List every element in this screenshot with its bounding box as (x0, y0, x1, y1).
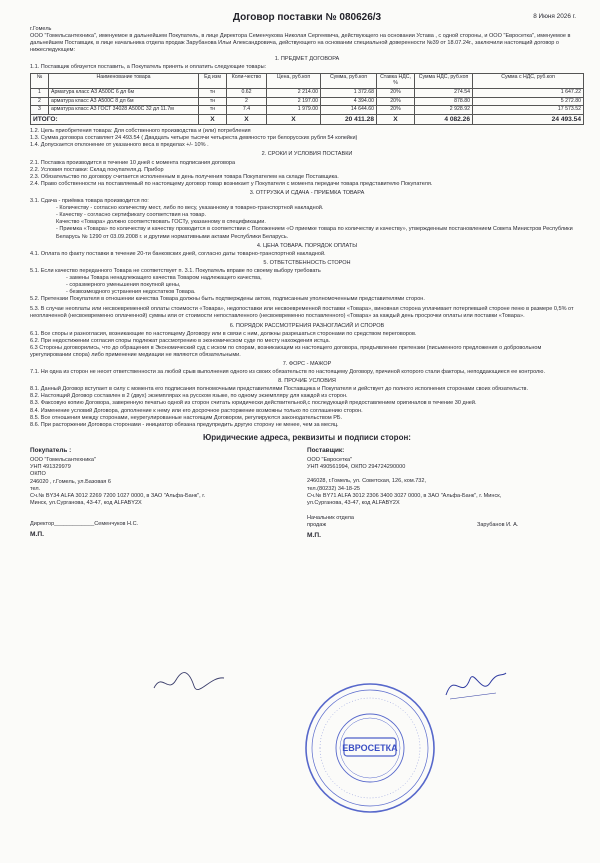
total-with-vat: 24 493.54 (473, 114, 584, 124)
clause-1-2: 1.2. Цель приобретения товара: Для собственного производства и (или) потребления (30, 128, 251, 135)
supplier-line: УНП 490561994, ОКПО 294724290000 (307, 464, 406, 471)
clause-2-1: 2.1. Поставка производится в течение 10 дней с момента подписания договора (30, 159, 236, 166)
section-6-title: 6. ПОРЯДОК РАССМОТРЕНИЯ РАЗНОГЛАСИЙ И СПОРОВ (229, 322, 385, 329)
buyer-role: Покупатель : (30, 447, 72, 455)
clause-2-2: 2.2. Условия поставки: Склад покупателя,д. Прибор (30, 166, 164, 173)
clause-8-2: 8.2. Настоящий Договор составлен в 2 (двух) экземплярах на русском языке, по одному экземпляру для каждой из сторон. (30, 393, 348, 400)
section-2-title: 2. СРОКИ И УСЛОВИЯ ПОСТАВКИ (261, 151, 353, 158)
col-header: № (31, 74, 49, 88)
cell: 14 644.60 (321, 106, 377, 115)
supplier-mp: М.П. (307, 532, 321, 540)
table-row (31, 88, 584, 97)
clause-1-1: 1.1. Поставщик обязуется поставить, а Покупатель принять и оплатить следующие товары: (30, 64, 267, 71)
clause-3-1-qty: - Количеству - согласно количеству мест, либо по весу, указанному в товарно-транспортной накладной. (56, 205, 324, 212)
buyer-line: ОКПО (30, 471, 46, 478)
clause-7-1: 7.1. Ни одна из сторон не несет ответственности за любой срыв выполнения одного из своих обязательств по настоящему Договору, причиной которого стали факторы, неподдающиеся ее контролю. (30, 369, 545, 376)
clause-4-1: 4.1. Оплата по факту поставки в течение 20-ти банковских дней, согласно даты товарно-транспортной накладной. (30, 250, 326, 257)
clause-3-1-acceptance: - Приемка «Товара» по количеству и качеству проводится в соответствии с Положением «О приемке товара по количеству и качеству», утвержденным постановлением Совета Министров Республики Беларусь № 1290 от 03.09.2008 г. и другими нормативными актами Республики Беларусь. (56, 226, 573, 240)
total-x: Х (199, 114, 227, 124)
clause-8-6: 8.6. При расторжении Договора сторонами - инициатор обязана предупредить другую сторону не менее, чем за месяц. (30, 421, 339, 428)
cell: тн (199, 106, 227, 115)
clause-2-4: 2.4. Право собственности на поставляемый по настоящему договор товар возникает у Покупателя с момента передачи товара представителю Покупателя. (30, 180, 433, 187)
cell: 1 647.22 (473, 88, 584, 97)
col-header: Ед изм (199, 74, 227, 88)
clause-5-1: 5.1. Если качество переданного Товара не соответствует п. 3.1. Покупатель вправе по своему выбору требовать (30, 267, 321, 274)
buyer-line: УНП 491329979 (30, 464, 71, 471)
cell: 1 372.68 (321, 88, 377, 97)
stamp-text: ЕВРОСЕТКА (342, 743, 398, 753)
clause-3-1-gost: Качество «Товара» должно соответствовать ГОСТу, указанному в спецификации. (56, 219, 266, 226)
table-row (31, 106, 584, 115)
section-8-title: 8. ПРОЧИЕ УСЛОВИЯ (278, 378, 336, 385)
supplier-sign-title: продаж (307, 521, 327, 528)
cell: 0.62 (227, 88, 267, 97)
clause-8-3: 8.3. Факсовую копию Договора, заверенную печатью одной из сторон считать юридически действительной,с последующей предоставлением оригиналов в течение 30 дней. (30, 400, 477, 407)
clause-6-1: 6.1. Все споры и разногласия, возникающие по настоящему Договору или в связи с ним, должны разрешаться сторонами по средством переговоров. (30, 330, 417, 337)
supplier-line: тел.(80232) 34-18-25 (307, 485, 361, 492)
buyer-line: тел. (30, 485, 41, 492)
document-date: 8 Июня 2026 г. (533, 13, 576, 20)
clause-1-3: 1.3. Сумма договора составляет 24 493.54 ( Двадцать четыре тысячи четыреста девяносто три белорусских рубля 54 копейки) (30, 135, 358, 142)
col-header: Наименование товара (49, 74, 199, 88)
clause-6-3: 6.3 Стороны договорились, что до обращения в Экономический суд с иском по спорам, возникающим из настоящего договора, предъявление претензии (письменного предложения о добровольном урегулировании спора) либо применение медиации не являются обязательными. (30, 344, 542, 358)
cell: 2 (227, 97, 267, 106)
supplier-line: Сч.№ BY71 ALFA 3012 2306 3400 3027 0000, в ЗАО "Альфа-Банк", г. Минск, (307, 492, 502, 499)
section-3-title: 3. ОТГРУЗКА И СДАЧА - ПРИЕМКА ТОВАРА (249, 189, 365, 196)
clause-3-1-quality: - Качеству - согласно сертификату соответствия на товар. (56, 212, 206, 219)
buyer-line: Минск, ул.Сурганова, 43-47, код ALFABY2X (30, 499, 142, 506)
supplier-details (307, 447, 584, 540)
cell: 5 272.80 (473, 97, 584, 106)
total-x: Х (267, 114, 321, 124)
goods-table (30, 73, 584, 125)
company-stamp-icon (300, 678, 440, 818)
cell: тн (199, 97, 227, 106)
clause-5-1-replace: - замены Товара ненадлежащего качества Товаром надлежащего качества, (66, 274, 262, 281)
total-vat: 4 082.26 (415, 114, 473, 124)
clause-6-2: 6.2. При недостижении согласия споры подлежат рассмотрению в экономическом суде по месту нахождения истца. (30, 337, 331, 344)
cell: арматура класс А3 А500С 8 дл 6м (49, 97, 199, 106)
cell: 7.4 (227, 106, 267, 115)
clause-5-2: 5.2. Претензии Покупателя в отношении качества Товара должны быть подтверждены актом, подписанным уполномоченными представителями сторон. (30, 296, 425, 303)
col-header: Сумма, руб.коп (321, 74, 377, 88)
section-1-title: 1. ПРЕДМЕТ ДОГОВОРА (274, 56, 340, 63)
col-header: Коли-чество (227, 74, 267, 88)
buyer-signature-line: Директор_____________Семенчуков Н.С. (30, 520, 139, 527)
buyer-signature-icon (150, 668, 228, 696)
supplier-line: ул.Сурганова, 43-47, код ALFABY2X (307, 499, 400, 506)
section-5-title: 5. ОТВЕТСТВЕННОСТЬ СТОРОН (263, 259, 351, 266)
cell: 20% (377, 97, 415, 106)
supplier-sign-title: Начальник отдела (307, 514, 354, 521)
document-title: Договор поставки № 080626/3 (232, 12, 382, 23)
clause-8-5: 8.5. Все отношения между сторонами, неурегулированные настоящим Договором, регулируются законодательством РБ. (30, 414, 343, 421)
cell: 1 (31, 88, 49, 97)
cell: тн (199, 88, 227, 97)
col-header: Сумма НДС, руб.коп (415, 74, 473, 88)
total-x: Х (377, 114, 415, 124)
clause-5-1-reduce: - соразмерного уменьшения покупной цены, (66, 282, 181, 289)
clause-3-1: 3.1. Сдача - приёмка товара производится по: (30, 198, 149, 205)
cell: арматура класс А3 ГОСТ 34028 А500С 32 дл 11.7м (49, 106, 199, 115)
buyer-line: Сч.№ BY34 ALFA 3012 2269 7200 1027 0000, в ЗАО "Альфа-Банк", г. (30, 492, 206, 499)
buyer-line: ООО "Гомельсантехника" (30, 457, 96, 464)
cell: 2 (31, 97, 49, 106)
clause-1-4: 1.4. Допускается отклонение от указанного веса в пределах +/- 10% . (30, 142, 209, 149)
table-header-row (31, 74, 584, 88)
col-header: Сумма с НДС, руб.коп (473, 74, 584, 88)
total-label: ИТОГО: (31, 114, 199, 124)
col-header: Ставка НДС, % (377, 74, 415, 88)
cell: 2 928.92 (415, 106, 473, 115)
addresses-title: Юридические адреса, реквизиты и подписи сторон: (203, 432, 411, 442)
supplier-signature-icon (440, 665, 510, 705)
table-row (31, 97, 584, 106)
cell: Арматура класс А3 А500С 6 дл 6м (49, 88, 199, 97)
supplier-signature-block (307, 515, 584, 529)
cell: 274.54 (415, 88, 473, 97)
cell: 1 979.00 (267, 106, 321, 115)
cell: 2 197.00 (267, 97, 321, 106)
clause-8-4: 8.4. Изменение условий Договора, дополнение к нему или его досрочное расторжение возможны только по соглашению сторон. (30, 407, 363, 414)
cell: 3 (31, 106, 49, 115)
document-city: г.Гомель (30, 25, 52, 32)
clause-5-1-fix: - безвозмездного устранения недостатков Товара. (66, 289, 196, 296)
cell: 20% (377, 88, 415, 97)
section-4-title: 4. ЦЕНА ТОВАРА. ПОРЯДОК ОПЛАТЫ (256, 242, 358, 249)
cell: 20% (377, 106, 415, 115)
col-header: Цена, руб.коп (267, 74, 321, 88)
cell: 17 573.52 (473, 106, 584, 115)
cell: 2 214.00 (267, 88, 321, 97)
buyer-mp: М.П. (30, 531, 44, 539)
total-x: Х (227, 114, 267, 124)
supplier-role: Поставщик: (307, 447, 345, 455)
section-7-title: 7. ФОРС - МАЖОР (282, 361, 332, 368)
cell: 4 394.00 (321, 97, 377, 106)
clause-2-3: 2.3. Обязательство по договору считается исполненным в день получения товара Покупателем на складе Поставщика. (30, 173, 339, 180)
cell: 878.80 (415, 97, 473, 106)
buyer-line: 246020 , г.Гомель, ул.Базовая 6 (30, 478, 111, 485)
supplier-line: 246028, г.Гомель, ул. Советская, 126, ком.732, (307, 478, 426, 485)
clause-8-1: 8.1. Данный Договор вступает в силу с момента его подписания полномочными представителями Поставщика и Покупателя и действует до полного исполнения сторонами своих обязательств. (30, 386, 528, 393)
supplier-line (307, 471, 584, 478)
clause-5-3: 5.3. В случае неоплаты или несвоевременной оплаты стоимости «Товара», недопоставки или несвоевременной поставки «Товара», виновная сторона уплачивает потерпевшей стороне пеню в размере 0,5% от неоплаченной (несвоевременно оплаченной) суммы или от стоимости непоставленного (несвоевременно поставленного) «Товара» за каждый день просрочки оплаты или поставки «Товара». (30, 306, 574, 320)
total-sum: 20 411.28 (321, 114, 377, 124)
supplier-line: ООО "Евросетка" (307, 457, 353, 464)
buyer-details (30, 447, 307, 540)
supplier-sign-name: Зарубанов И. А. (477, 521, 519, 528)
table-total-row (31, 114, 584, 124)
preamble: ООО "Гомельсантехника", именуемое в дальнейшем Покупатель, в лице Директора Семенчукова Николая Сергеевича, действующего на основании Устава , с одной стороны, и ООО "Евросетка", именуемое в дальнейшем Поставщик, в лице начальника отдела продаж Зарубанова Ильи Александровича, действующего на основании специальной доверенности №39 от 18.07.24г., заключили настоящий договор о нижеследующем: (30, 32, 571, 54)
parties-block (30, 447, 584, 540)
